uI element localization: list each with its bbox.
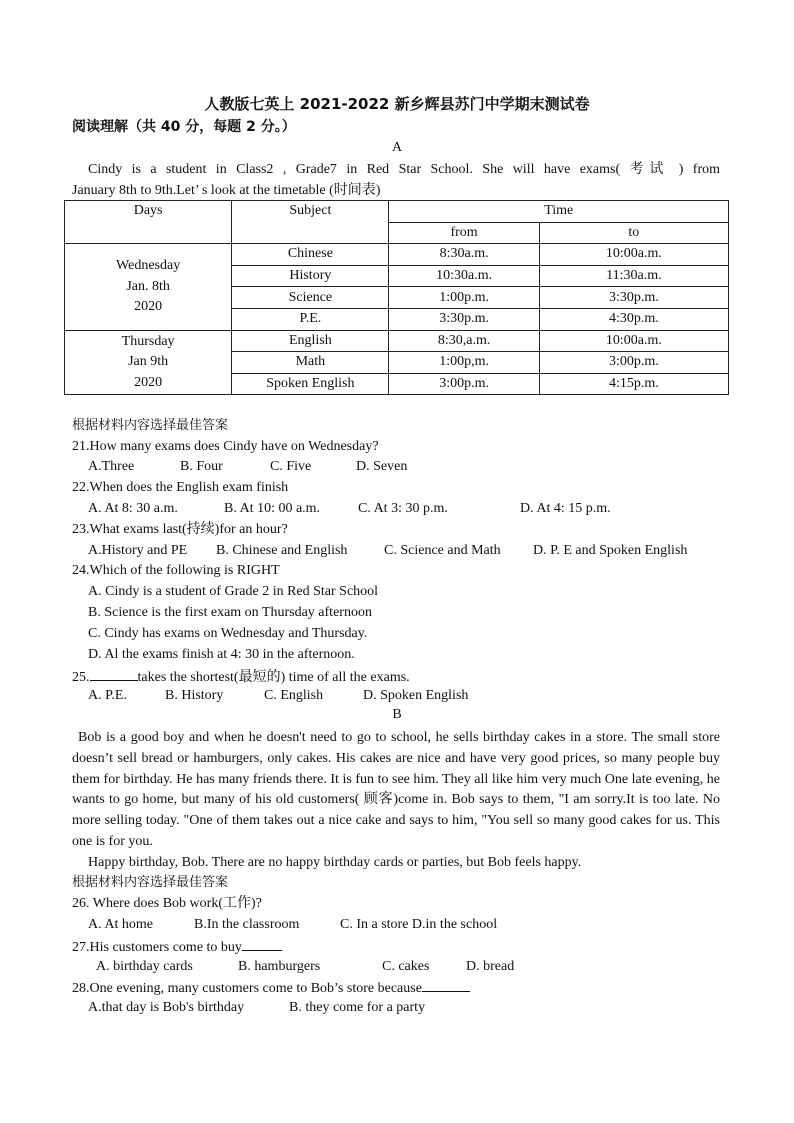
option-a[interactable]: A. birthday cards xyxy=(96,959,193,974)
option-c[interactable]: C. English xyxy=(264,688,324,703)
from-cell: 8:30a.m. xyxy=(389,244,539,266)
day-name: Wednesday xyxy=(116,258,181,274)
subject-cell: Chinese xyxy=(232,244,389,266)
header-time: Time xyxy=(389,201,729,223)
option-b[interactable]: B. Four xyxy=(180,459,223,474)
table-row xyxy=(65,244,729,266)
question-26-stem: 26. Where does Bob work(工作)? xyxy=(72,896,262,911)
option-d[interactable]: D. bread xyxy=(466,959,515,974)
header-subject: Subject xyxy=(232,201,389,244)
question-text: takes the shortest(最短的) time of all the exams. xyxy=(137,670,410,685)
option-b[interactable]: B.In the classroom xyxy=(194,917,300,932)
option-c[interactable]: C. cakes xyxy=(382,959,430,974)
instruction-b: 根据材料内容选择最佳答案 xyxy=(72,875,229,890)
passage-b-text: Bob is a good boy and when he doesn't need to go to school, he sells birthday cakes in a store. The small store doesn’t sell bread or hamburgers, only cakes. His cakes are nice and have very good prices, so many people buy them for birthday. He has many friends there. It is fun to see him. They all like him very much One late evening, he wants to go home, but many of his old customers( 顾客)come in. Bob says to them, "I am sorry.It is too late. No more selling today. "One of them takes out a nice cake and says to him, "You sell so many good cakes for us. This one is for you. xyxy=(72,730,720,849)
option-d[interactable]: D. P. E and Spoken English xyxy=(533,543,688,558)
table-header-row xyxy=(65,201,729,223)
answer-blank[interactable] xyxy=(242,936,282,951)
to-cell: 3:30p.m. xyxy=(539,287,728,309)
question-28-stem xyxy=(72,977,470,999)
header-from: from xyxy=(389,222,539,244)
option-b[interactable]: B. History xyxy=(165,688,224,703)
option-a[interactable]: A. Cindy is a student of Grade 2 in Red Star School xyxy=(88,584,379,599)
option-b[interactable]: B. hamburgers xyxy=(238,959,321,974)
from-cell: 3:30p.m. xyxy=(389,308,539,330)
option-d[interactable]: D. Seven xyxy=(356,459,408,474)
section-heading: 阅读理解（共 40 分，每题 2 分。） xyxy=(72,119,296,135)
day-name: Thursday xyxy=(121,333,175,349)
answer-blank[interactable] xyxy=(90,666,138,681)
option-d[interactable]: D. Spoken English xyxy=(363,688,469,703)
option-b[interactable]: B. they come for a party xyxy=(289,1000,426,1015)
question-text: 27.His customers come to buy xyxy=(72,940,242,955)
from-cell: 10:30a.m. xyxy=(389,265,539,287)
to-cell: 10:00a.m. xyxy=(539,244,728,266)
option-a[interactable]: A.Three xyxy=(88,459,135,474)
subject-cell: P.E. xyxy=(232,308,389,330)
timetable xyxy=(64,200,729,395)
passage-b-last-line: Happy birthday, Bob. There are no happy birthday cards or parties, but Bob feels happy. xyxy=(88,855,582,870)
table-row xyxy=(65,330,729,352)
option-c[interactable]: C. Cindy has exams on Wednesday and Thursday. xyxy=(88,626,368,641)
to-cell: 4:30p.m. xyxy=(539,308,728,330)
subject-cell: Science xyxy=(232,287,389,309)
question-24-stem: 24.Which of the following is RIGHT xyxy=(72,563,280,578)
subject-cell: Math xyxy=(232,352,389,374)
question-22-stem: 22.When does the English exam finish xyxy=(72,480,289,495)
from-cell: 1:00p,m. xyxy=(389,352,539,374)
from-cell: 3:00p.m. xyxy=(389,373,539,395)
subject-cell: History xyxy=(232,265,389,287)
subject-cell: English xyxy=(232,330,389,352)
header-to: to xyxy=(539,222,728,244)
option-b[interactable]: B. Chinese and English xyxy=(216,543,348,558)
option-c[interactable]: C. In a store D.in the school xyxy=(340,917,498,932)
option-d[interactable]: D. Al the exams finish at 4: 30 in the afternoon. xyxy=(88,647,355,662)
option-a[interactable]: A.History and PE xyxy=(88,543,188,558)
question-23-stem: 23.What exams last(持续)for an hour? xyxy=(72,522,288,537)
day-year: 2020 xyxy=(134,374,163,390)
question-text: 28.One evening, many customers come to Bob’s store because xyxy=(72,981,422,996)
from-cell: 8:30,a.m. xyxy=(389,330,539,352)
answer-blank[interactable] xyxy=(422,977,470,992)
subject-cell: Spoken English xyxy=(232,373,389,395)
option-c[interactable]: C. Science and Math xyxy=(384,543,501,558)
passage-a-line2: January 8th to 9th.Let’ s look at the timetable (时间表) xyxy=(72,183,381,198)
header-days: Days xyxy=(65,201,232,244)
day-date: Jan 9th xyxy=(128,354,169,370)
option-b[interactable]: B. Science is the first exam on Thursday afternoon xyxy=(88,605,372,620)
question-21-stem: 21.How many exams does Cindy have on Wednesday? xyxy=(72,439,379,454)
instruction-a: 根据材料内容选择最佳答案 xyxy=(72,418,229,433)
day-cell-thursday xyxy=(65,330,232,395)
question-27-stem xyxy=(72,936,282,958)
to-cell: 10:00a.m. xyxy=(539,330,728,352)
option-a[interactable]: A. P.E. xyxy=(88,688,127,703)
from-cell: 1:00p.m. xyxy=(389,287,539,309)
option-b[interactable]: B. At 10: 00 a.m. xyxy=(224,501,321,516)
option-c[interactable]: C. Five xyxy=(270,459,312,474)
passage-a-line1: Cindy is a student in Class2 , Grade7 in Red Star School. She will have exams( 考试 ) from xyxy=(88,162,720,177)
day-cell-wednesday xyxy=(65,244,232,330)
passage-b-letter: B xyxy=(392,707,402,722)
to-cell: 3:00p.m. xyxy=(539,352,728,374)
option-d[interactable]: D. At 4: 15 p.m. xyxy=(520,501,611,516)
to-cell: 11:30a.m. xyxy=(539,265,728,287)
option-c[interactable]: C. At 3: 30 p.m. xyxy=(358,501,448,516)
day-year: 2020 xyxy=(134,299,163,315)
question-25-stem xyxy=(72,666,410,688)
passage-a-letter: A xyxy=(391,140,403,155)
to-cell: 4:15p.m. xyxy=(539,373,728,395)
question-number: 25. xyxy=(72,670,90,685)
option-a[interactable]: A. At 8: 30 a.m. xyxy=(88,501,178,516)
page-title: 人教版七英上 2021-2022 新乡辉县苏门中学期末测试卷 xyxy=(204,95,590,113)
day-date: Jan. 8th xyxy=(126,278,170,294)
option-a[interactable]: A.that day is Bob's birthday xyxy=(88,1000,245,1015)
option-a[interactable]: A. At home xyxy=(88,917,153,932)
